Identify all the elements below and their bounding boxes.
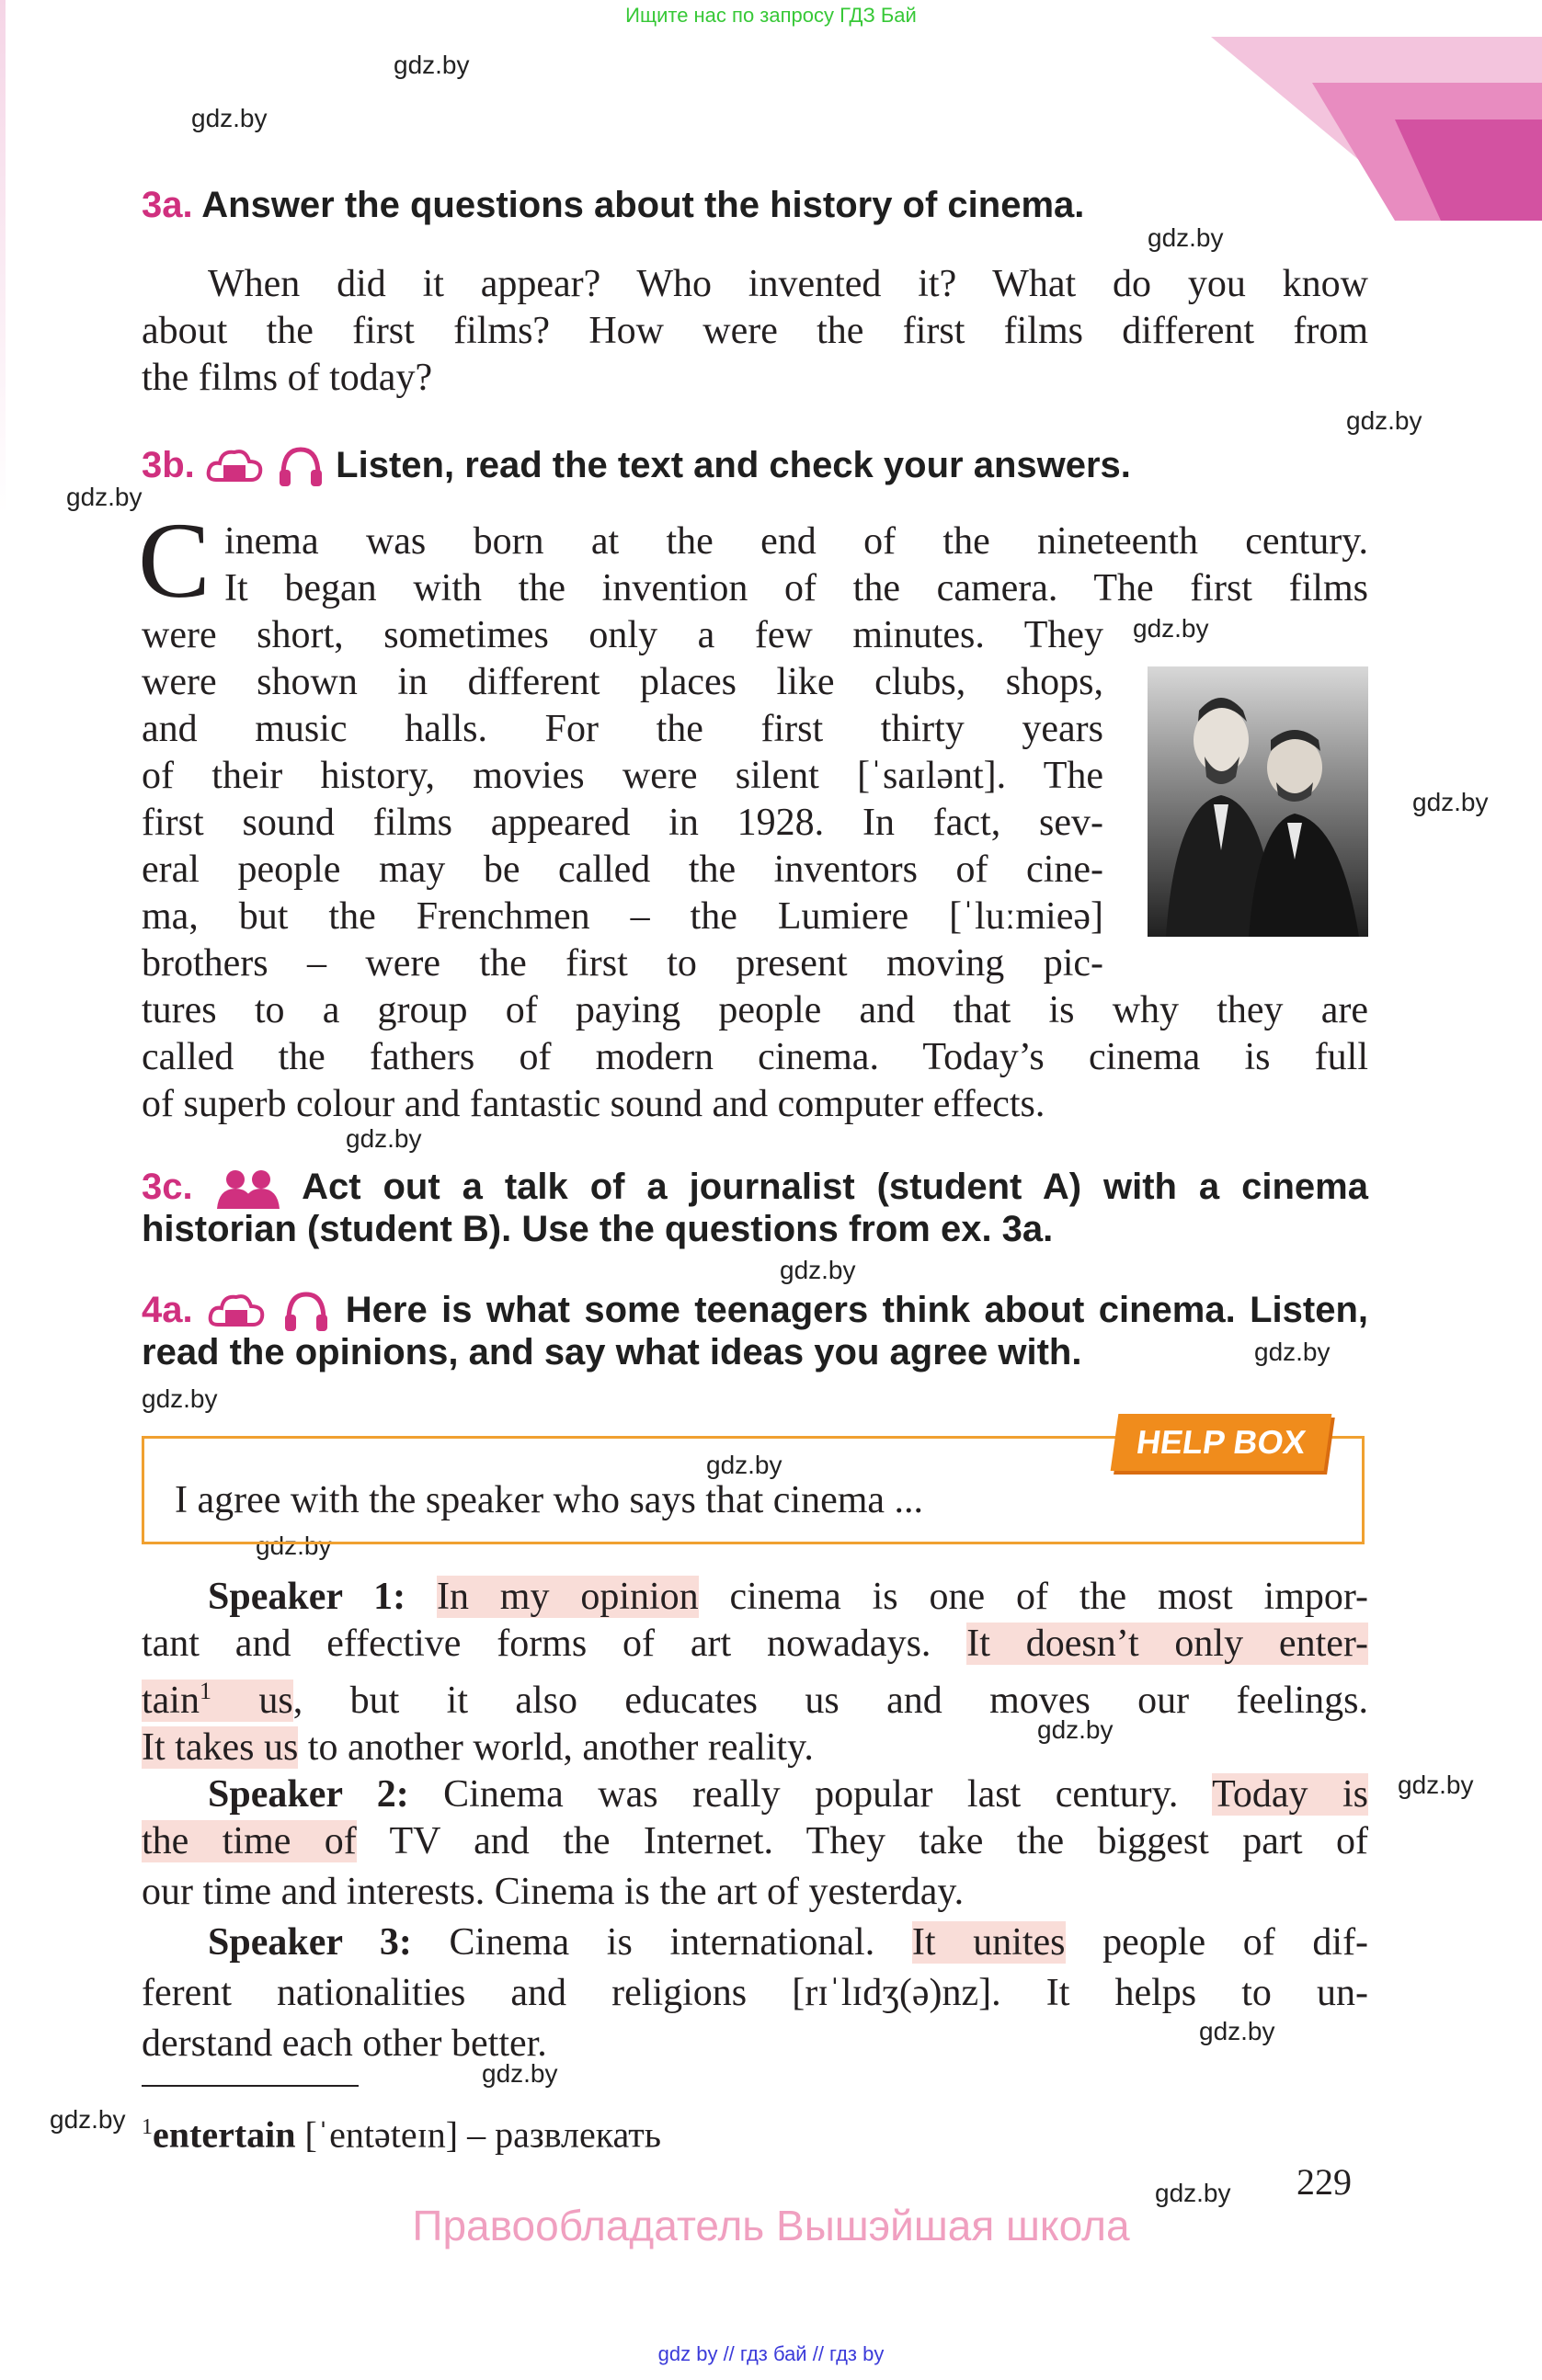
speaker-2-name: Speaker 2:	[208, 1773, 409, 1816]
watermark: gdz.by	[66, 483, 143, 511]
highlight: It takes us	[142, 1726, 299, 1769]
highlight: It doesn’t only enter-	[966, 1623, 1369, 1665]
watermark: gdz.by	[482, 2059, 558, 2088]
text-line: of superb colour and fantastic sound and computer effects.	[142, 1083, 1045, 1125]
watermark: gdz.by	[346, 1124, 422, 1153]
watermark: gdz.by	[1155, 2179, 1231, 2207]
watermark: gdz.by	[780, 1256, 856, 1284]
exercise-3a-heading	[142, 184, 1084, 226]
watermark: gdz.by	[142, 1384, 218, 1413]
text-line: eral people may be called the inventors of cine-	[142, 848, 1103, 891]
text-span: us	[258, 1680, 293, 1722]
corner-decoration	[1211, 0, 1542, 221]
exercise-title: Answer the questions about the history of cinema.	[201, 185, 1085, 225]
footnote-text: [ˈentəteɪn] – развлекать	[304, 2113, 661, 2156]
exercise-number: 3b.	[142, 445, 195, 485]
highlight: It unites	[911, 1921, 1066, 1964]
text-line: It began with the invention of the camera. The first films	[224, 567, 1368, 609]
text-line	[142, 1725, 1368, 1771]
text-span: Cinema is international.	[449, 1921, 875, 1964]
watermark: gdz.by	[1148, 223, 1224, 252]
text-span: cinema is one of the most impor-	[729, 1576, 1369, 1618]
top-banner[interactable]: Ищите нас по запросу ГДЗ Бай	[625, 4, 917, 27]
text-line: brothers – were the first to present moving pic-	[142, 942, 1103, 985]
page-number: 229	[1296, 2161, 1352, 2203]
watermark: gdz.by	[1199, 2017, 1275, 2045]
text-line	[142, 1919, 1368, 1966]
cloud-book-icon	[205, 445, 266, 489]
watermark: gdz.by	[706, 1451, 782, 1479]
copyright-notice: Правообладатель Вышэйшая школа	[412, 2202, 1130, 2249]
exercise-3b-heading	[142, 444, 1131, 490]
text-line: first sound films appeared in 1928. In fact, sev-	[142, 802, 1103, 844]
watermark: gdz.by	[1254, 1338, 1331, 1366]
watermark: gdz.by	[191, 104, 268, 132]
text-span: tant and effective forms of art nowadays.	[142, 1623, 931, 1665]
highlight: Today is	[1212, 1773, 1368, 1816]
speakers-text	[142, 1574, 1368, 2067]
text-line: about the first films? How were the first films different from	[142, 310, 1368, 352]
watermark: gdz.by	[394, 51, 470, 79]
exercise-number: 3c.	[142, 1167, 193, 1207]
watermark: gdz.by	[1037, 1715, 1114, 1744]
exercise-title: Listen, read the text and check your answers.	[336, 445, 1131, 485]
text-line: were shown in different places like clubs, shops,	[142, 661, 1103, 703]
text-line: ma, but the Frenchmen – the Lumiere [ˈluːmieə]	[142, 895, 1103, 938]
text-span: tain	[142, 1680, 200, 1722]
footnote	[142, 2105, 661, 2157]
highlight: the time of	[142, 1820, 357, 1862]
watermark: gdz.by	[1412, 788, 1489, 816]
exercise-number: 4a.	[142, 1290, 193, 1330]
watermark: gdz.by	[1346, 406, 1422, 435]
help-box-text: I agree with the speaker who says that cinema ...	[175, 1479, 924, 1521]
pair-work-icon	[215, 1168, 281, 1209]
footnote-word: entertain	[153, 2113, 296, 2156]
help-box-tag: HELP BOX	[1111, 1414, 1332, 1471]
footnote-mark: 1	[142, 2115, 153, 2139]
text-line: called the fathers of modern cinema. Today’s cinema is full	[142, 1036, 1368, 1078]
text-line: and music halls. For the first thirty years	[142, 708, 1103, 750]
watermark: gdz.by	[50, 2105, 126, 2134]
headphones-icon	[276, 444, 326, 490]
text-line: When did it appear? Who invented it? What do you know	[208, 263, 1368, 305]
exercise-title: Here is what some teenagers think about cinema. Listen,	[345, 1290, 1368, 1330]
exercise-3c-heading	[142, 1166, 1368, 1209]
footnote-divider	[142, 2085, 359, 2087]
text-line: tures to a group of paying people and that is why they are	[142, 989, 1368, 1031]
lumiere-brothers-photo	[1148, 666, 1368, 937]
text-line: were short, sometimes only a few minutes. They	[142, 614, 1103, 656]
highlight	[142, 1680, 293, 1722]
headphones-icon	[281, 1289, 331, 1335]
exercise-4a-heading	[142, 1289, 1368, 1335]
text-line: ferent nationalities and religions [rɪˈlɪdʒ(ə)nz]. It helps to un-	[142, 1972, 1368, 2014]
text-line: the films of today?	[142, 357, 433, 399]
left-edge-strip	[0, 0, 6, 515]
text-line	[142, 1621, 1368, 1668]
watermark: gdz.by	[1398, 1771, 1474, 1799]
exercise-3c-line2: historian (student B). Use the questions from ex. 3a.	[142, 1209, 1054, 1249]
text-line	[142, 1771, 1368, 1818]
highlight: In my opinion	[436, 1576, 699, 1618]
exercise-title: Act out a talk of a journalist (student A) with a cinema	[302, 1167, 1368, 1207]
text-line	[142, 1574, 1368, 1621]
exercise-number: 3a.	[142, 185, 193, 225]
exercise-3a-text	[142, 261, 1368, 402]
text-line	[142, 1668, 1368, 1725]
watermark: gdz.by	[256, 1532, 332, 1560]
text-span: Cinema was really popular last century.	[443, 1773, 1179, 1816]
speaker-1-name: Speaker 1:	[208, 1576, 406, 1618]
text-span: to another world, another reality.	[307, 1726, 814, 1769]
drop-cap: C	[138, 500, 211, 621]
bottom-links[interactable]: gdz by // гдз бай // гдз by	[657, 2342, 885, 2365]
text-line: derstand each other better.	[142, 2022, 547, 2065]
text-span: , but it also educates us and moves our feelings.	[292, 1680, 1369, 1722]
text-line: of their history, movies were silent [ˈsaɪlənt]. The	[142, 755, 1103, 797]
text-span: TV and the Internet. They take the biggest part of	[389, 1820, 1368, 1862]
text-line: inema was born at the end of the nineteenth century.	[224, 520, 1368, 563]
text-line	[142, 1818, 1368, 1865]
speaker-3-name: Speaker 3:	[208, 1921, 412, 1964]
exercise-4a-line2: read the opinions, and say what ideas you agree with.	[142, 1332, 1082, 1372]
footnote-mark: 1	[199, 1678, 211, 1704]
text-span: people of dif-	[1102, 1921, 1369, 1964]
cloud-book-icon	[207, 1290, 268, 1334]
text-line: our time and interests. Cinema is the art of yesterday.	[142, 1871, 965, 1913]
watermark: gdz.by	[1133, 614, 1209, 643]
